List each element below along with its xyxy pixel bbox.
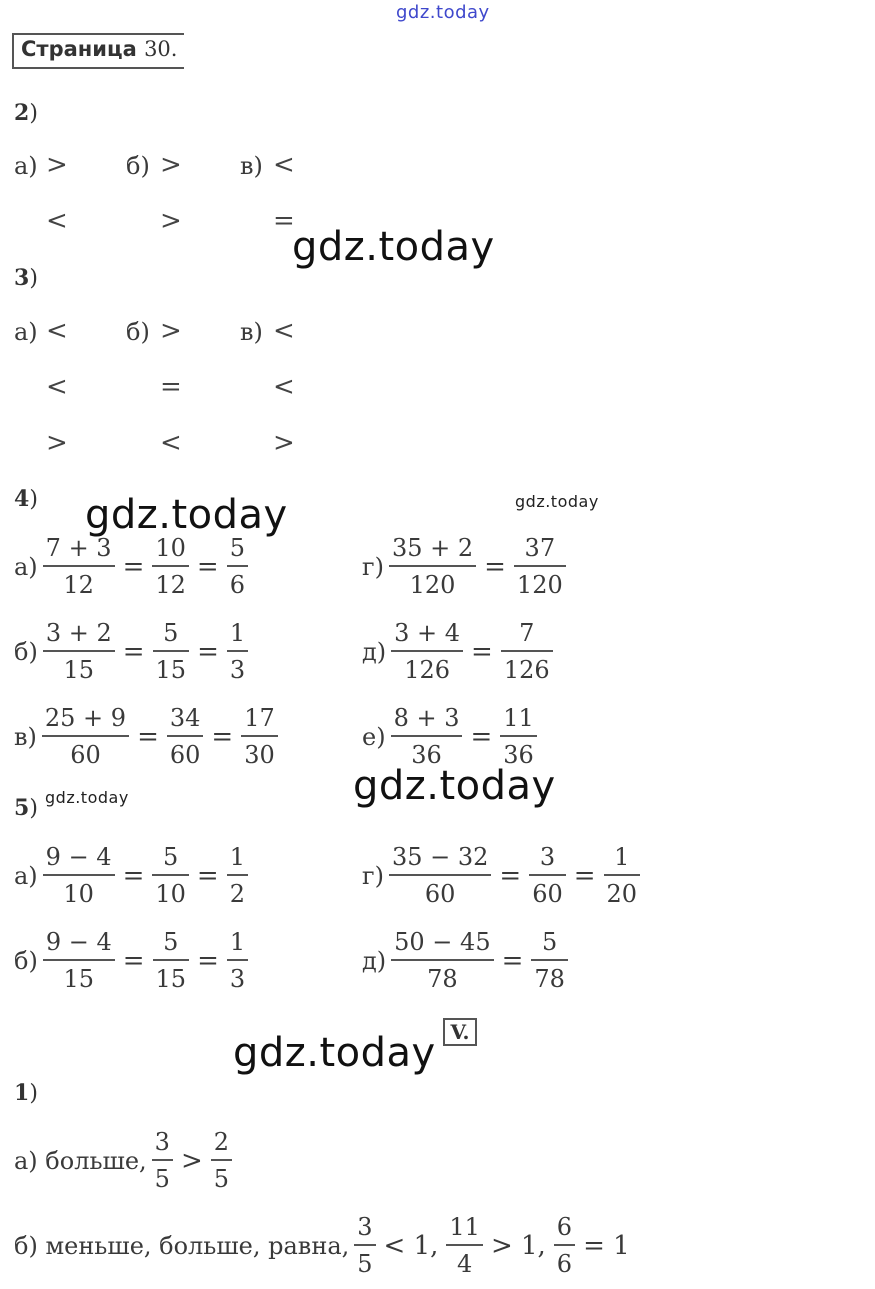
s3-a-r3: > xyxy=(46,428,68,458)
watermark: gdz.today xyxy=(233,1030,436,1076)
fraction xyxy=(500,706,537,767)
section-5-heading xyxy=(14,795,38,821)
page-title xyxy=(12,33,184,69)
denominator: 120 xyxy=(514,565,566,597)
part-v-heading: V. xyxy=(443,1018,477,1046)
s2-a-r1: > xyxy=(46,150,68,180)
numerator: 34 xyxy=(169,704,201,732)
numerator: 10 xyxy=(155,534,186,562)
denominator: 4 xyxy=(446,1244,483,1276)
s2-a-r2: < xyxy=(46,206,68,236)
comparison-text: > 1, xyxy=(490,1230,546,1261)
numerator: 7 xyxy=(519,619,535,647)
numerator: 1 xyxy=(229,619,246,647)
numerator: 7 + 3 xyxy=(45,534,112,562)
paren: ) xyxy=(29,266,38,291)
section-number: 2 xyxy=(14,100,30,126)
denominator: 3 xyxy=(227,650,248,682)
s5-expr-g xyxy=(362,845,643,906)
page-number: 30 xyxy=(144,37,171,61)
item-label: г) xyxy=(362,861,384,890)
comparison-text: < 1, xyxy=(383,1230,439,1261)
denominator: 78 xyxy=(531,959,568,991)
s4-expr-b xyxy=(14,621,251,682)
paren: ) xyxy=(29,1081,38,1106)
item-label: д) xyxy=(362,946,387,975)
equals-sign: = xyxy=(122,636,145,667)
s3-b-r3: < xyxy=(160,428,182,458)
s4-expr-v xyxy=(14,706,281,767)
equals-sign: = xyxy=(197,945,219,976)
fraction xyxy=(389,845,491,906)
fraction xyxy=(153,621,190,682)
s3-label-v: в) xyxy=(240,318,263,346)
page-label: Страница xyxy=(21,37,137,61)
numerator: 25 + 9 xyxy=(44,704,127,732)
numerator: 1 xyxy=(229,843,245,871)
watermark: gdz.today xyxy=(353,763,556,809)
section-3-heading xyxy=(14,265,38,291)
numerator: 5 xyxy=(229,534,245,562)
s3-v-r2: < xyxy=(273,372,295,402)
fraction xyxy=(153,930,190,991)
s2-b-r2: > xyxy=(160,206,182,236)
greater-sign: > xyxy=(180,1145,203,1176)
numerator: 2 xyxy=(213,1128,230,1156)
fraction xyxy=(391,621,463,682)
fraction xyxy=(227,930,248,991)
denominator: 5 xyxy=(152,1159,173,1191)
denominator: 60 xyxy=(42,735,129,767)
numerator: 3 xyxy=(357,1213,373,1241)
s3-v-r1: < xyxy=(273,316,295,346)
fraction xyxy=(604,845,641,906)
fraction xyxy=(501,621,553,682)
equals-sign: = xyxy=(211,721,234,752)
denominator: 15 xyxy=(43,650,115,682)
equals-sign: = xyxy=(471,636,493,667)
equals-sign: = xyxy=(197,636,219,667)
s2-v-r1: < xyxy=(273,150,295,180)
denominator: 15 xyxy=(43,959,115,991)
fraction xyxy=(354,1215,375,1276)
v1-expr-a xyxy=(14,1130,235,1191)
s4-expr-d xyxy=(362,621,556,682)
s3-b-r2: = xyxy=(160,372,182,402)
numerator: 8 + 3 xyxy=(393,704,460,732)
item-label: а) больше, xyxy=(14,1146,147,1175)
section-number: 5 xyxy=(14,795,30,821)
fraction xyxy=(152,536,189,597)
equals-sign: = xyxy=(484,551,506,582)
denominator: 60 xyxy=(389,874,491,906)
equals-sign: = xyxy=(122,551,145,582)
fraction xyxy=(227,845,248,906)
equals-sign: = xyxy=(196,551,219,582)
denominator: 10 xyxy=(43,874,115,906)
item-label: а) xyxy=(14,552,38,581)
s2-v-r2: = xyxy=(273,206,295,236)
paren: ) xyxy=(29,101,38,126)
numerator: 5 xyxy=(163,619,179,647)
section-v1-heading xyxy=(14,1080,38,1106)
numerator: 17 xyxy=(244,704,275,732)
fraction xyxy=(554,1215,575,1276)
numerator: 35 − 32 xyxy=(391,843,489,871)
item-label: б) xyxy=(14,637,38,666)
fraction xyxy=(389,536,476,597)
numerator: 11 xyxy=(449,1213,480,1241)
s4-expr-e xyxy=(362,706,540,767)
denominator: 78 xyxy=(391,959,493,991)
denominator: 6 xyxy=(227,565,248,597)
s3-b-r1: > xyxy=(160,316,182,346)
numerator: 3 + 2 xyxy=(45,619,112,647)
denominator: 36 xyxy=(391,735,463,767)
fraction xyxy=(531,930,568,991)
fraction xyxy=(167,706,204,767)
fraction xyxy=(152,845,189,906)
equals-sign: = xyxy=(122,860,145,891)
denominator: 20 xyxy=(604,874,641,906)
equals-sign: = xyxy=(196,860,219,891)
denominator: 6 xyxy=(554,1244,575,1276)
fraction xyxy=(446,1215,483,1276)
denominator: 126 xyxy=(391,650,463,682)
s4-expr-a xyxy=(14,536,251,597)
section-number: 4 xyxy=(14,486,30,512)
numerator: 50 − 45 xyxy=(394,928,491,956)
numerator: 9 − 4 xyxy=(45,928,112,956)
fraction xyxy=(43,930,115,991)
watermark: gdz.today xyxy=(45,788,129,807)
fraction xyxy=(514,536,566,597)
denominator: 60 xyxy=(167,735,204,767)
section-number: 1 xyxy=(14,1080,30,1106)
denominator: 12 xyxy=(43,565,115,597)
denominator: 15 xyxy=(153,650,190,682)
denominator: 5 xyxy=(354,1244,375,1276)
numerator: 9 − 4 xyxy=(45,843,112,871)
denominator: 15 xyxy=(153,959,190,991)
page-dot: . xyxy=(170,37,178,61)
denominator: 60 xyxy=(529,874,566,906)
denominator: 3 xyxy=(227,959,248,991)
fraction xyxy=(43,536,115,597)
s3-a-r2: < xyxy=(46,372,68,402)
numerator: 11 xyxy=(503,704,534,732)
denominator: 2 xyxy=(227,874,248,906)
s3-label-a: а) xyxy=(14,318,38,346)
item-label: а) xyxy=(14,861,38,890)
fraction xyxy=(391,930,493,991)
section-number: 3 xyxy=(14,265,30,291)
item-label: г) xyxy=(362,552,384,581)
item-label: б) xyxy=(14,946,38,975)
fraction xyxy=(529,845,566,906)
s5-expr-a xyxy=(14,845,251,906)
v1-expr-b xyxy=(14,1215,635,1276)
s3-label-b: б) xyxy=(126,318,150,346)
equals-sign: = xyxy=(573,860,596,891)
equals-sign: = xyxy=(470,721,493,752)
denominator: 36 xyxy=(500,735,537,767)
denominator: 126 xyxy=(501,650,553,682)
denominator: 5 xyxy=(211,1159,232,1191)
numerator: 1 xyxy=(614,843,630,871)
s2-label-a: а) xyxy=(14,152,38,180)
s4-expr-g xyxy=(362,536,569,597)
numerator: 5 xyxy=(163,843,179,871)
denominator: 10 xyxy=(152,874,189,906)
item-label: б) меньше, больше, равна, xyxy=(14,1231,350,1260)
equals-sign: = xyxy=(122,945,145,976)
item-label: в) xyxy=(14,722,37,751)
denominator: 12 xyxy=(152,565,189,597)
s3-a-r1: < xyxy=(46,316,68,346)
watermark-top: gdz.today xyxy=(396,2,490,23)
equals-sign: = xyxy=(499,860,522,891)
equals-sign: = xyxy=(137,721,159,752)
item-label: е) xyxy=(362,722,386,751)
equals-sign: = xyxy=(501,945,524,976)
watermark: gdz.today xyxy=(292,224,495,270)
s2-b-r1: > xyxy=(160,150,182,180)
numerator: 37 xyxy=(524,534,556,562)
s2-label-b: б) xyxy=(126,152,150,180)
fraction xyxy=(43,621,115,682)
section-2-heading xyxy=(14,100,38,126)
fraction xyxy=(42,706,129,767)
denominator: 120 xyxy=(389,565,476,597)
s5-expr-d xyxy=(362,930,571,991)
paren: ) xyxy=(29,487,38,512)
fraction xyxy=(391,706,463,767)
paren: ) xyxy=(29,796,38,821)
numerator: 3 xyxy=(154,1128,170,1156)
fraction xyxy=(152,1130,173,1191)
numerator: 5 xyxy=(163,928,179,956)
fraction xyxy=(227,536,248,597)
fraction xyxy=(211,1130,232,1191)
watermark: gdz.today xyxy=(515,492,599,511)
numerator: 5 xyxy=(542,928,558,956)
s5-expr-b xyxy=(14,930,251,991)
s2-label-v: в) xyxy=(240,152,263,180)
numerator: 3 xyxy=(539,843,556,871)
fraction xyxy=(241,706,278,767)
numerator: 3 + 4 xyxy=(394,619,461,647)
comparison-text: = 1 xyxy=(583,1230,630,1261)
fraction xyxy=(43,845,115,906)
numerator: 35 + 2 xyxy=(391,534,474,562)
numerator: 1 xyxy=(229,928,246,956)
watermark: gdz.today xyxy=(85,492,288,538)
s3-v-r3: > xyxy=(273,428,295,458)
section-4-heading xyxy=(14,486,38,512)
item-label: д) xyxy=(362,637,387,666)
fraction xyxy=(227,621,248,682)
numerator: 6 xyxy=(556,1213,573,1241)
denominator: 30 xyxy=(241,735,278,767)
